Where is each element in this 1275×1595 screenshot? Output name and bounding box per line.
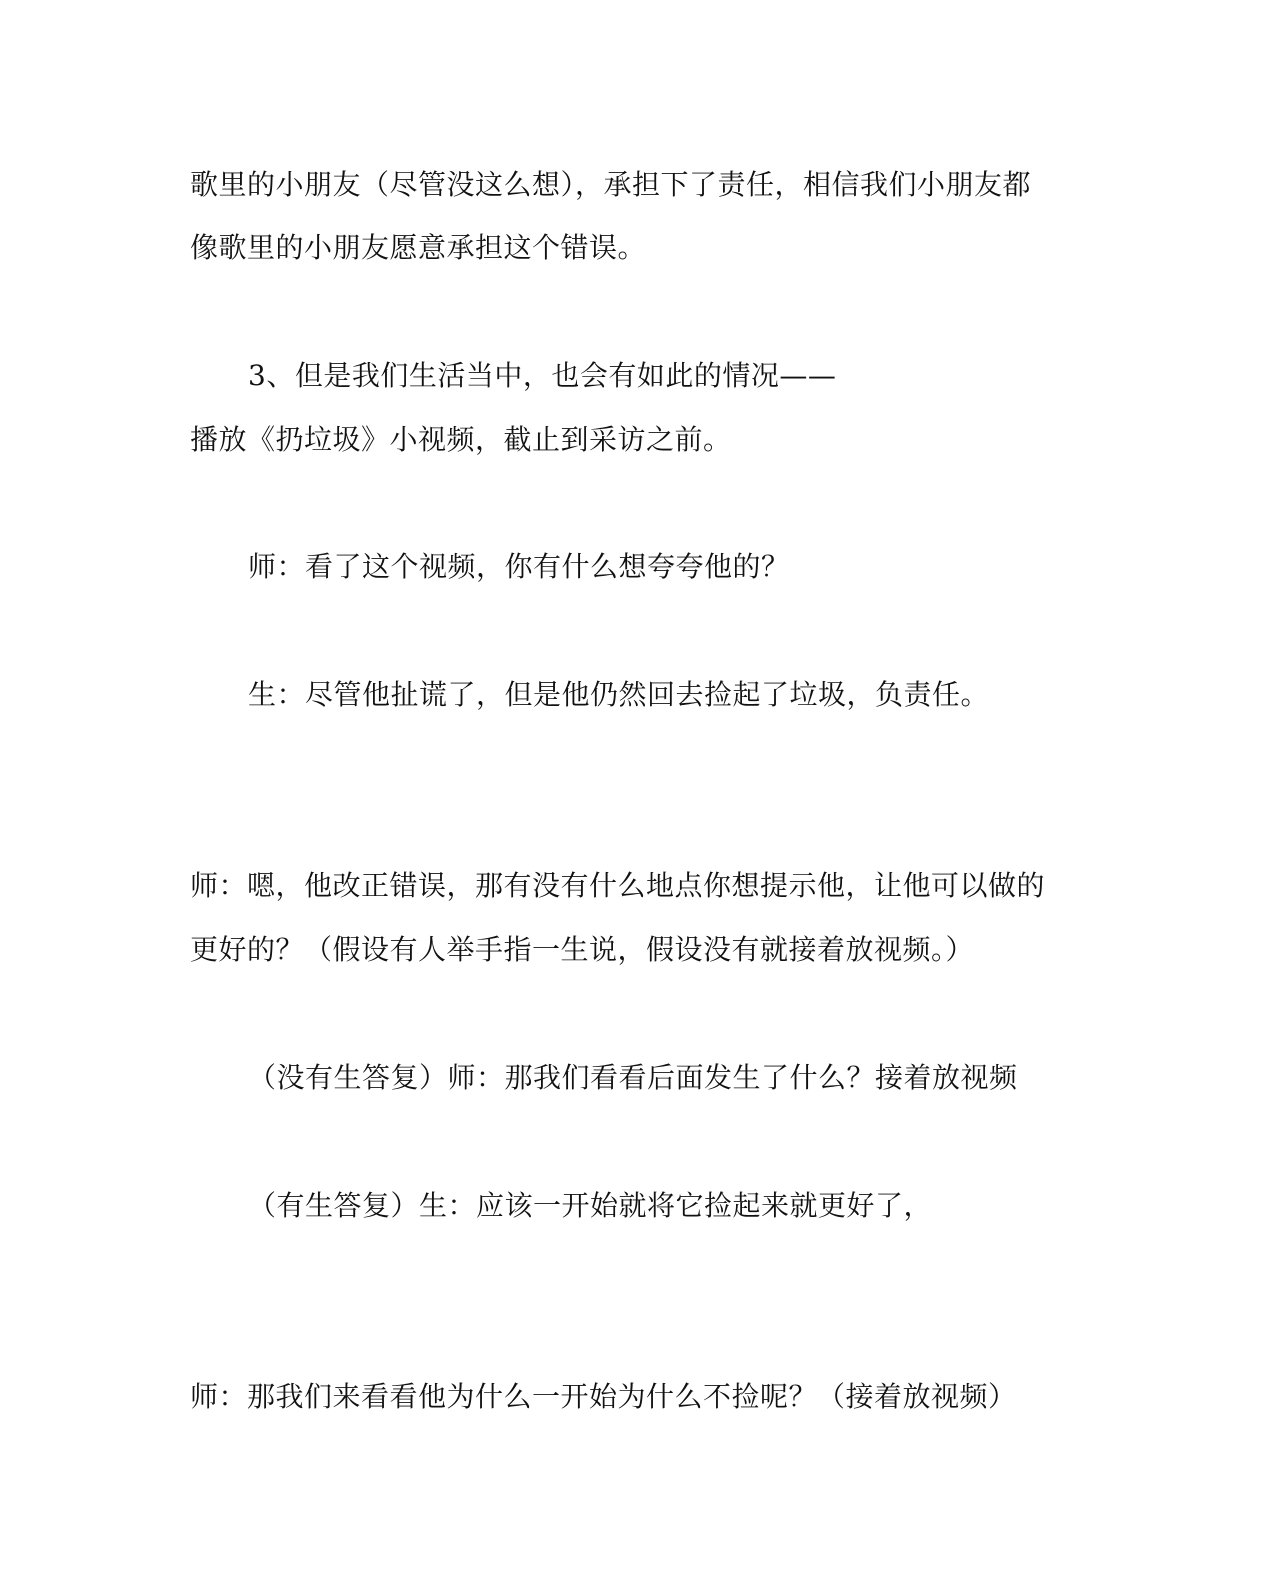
dialogue-line: （有生答复）生：应该一开始就将它捡起来就更好了， [248,1189,933,1222]
dialogue-line: 师：那我们来看看他为什么一开始为什么不捡呢？（接着放视频） [190,1380,1017,1413]
section-heading: 3、但是我们生活当中，也会有如此的情况—— [248,359,837,392]
dialogue-line: 师：看了这个视频，你有什么想夸夸他的？ [248,550,790,583]
dialogue-line: 生：尽管他扯谎了，但是他仍然回去捡起了垃圾，负责任。 [248,678,990,711]
dialogue-line: 更好的？（假设有人举手指一生说，假设没有就接着放视频。） [190,933,975,966]
paragraph-line: 播放《扔垃圾》小视频，截止到采访之前。 [190,423,732,456]
dialogue-line: 师：嗯，他改正错误，那有没有什么地点你想提示他，让他可以做的 [190,869,1046,902]
dialogue-line: （没有生答复）师：那我们看看后面发生了什么？接着放视频 [248,1061,1018,1094]
paragraph-line: 像歌里的小朋友愿意承担这个错误。 [190,231,647,264]
paragraph-line: 歌里的小朋友（尽管没这么想），承担下了责任，相信我们小朋友都 [190,168,1032,201]
